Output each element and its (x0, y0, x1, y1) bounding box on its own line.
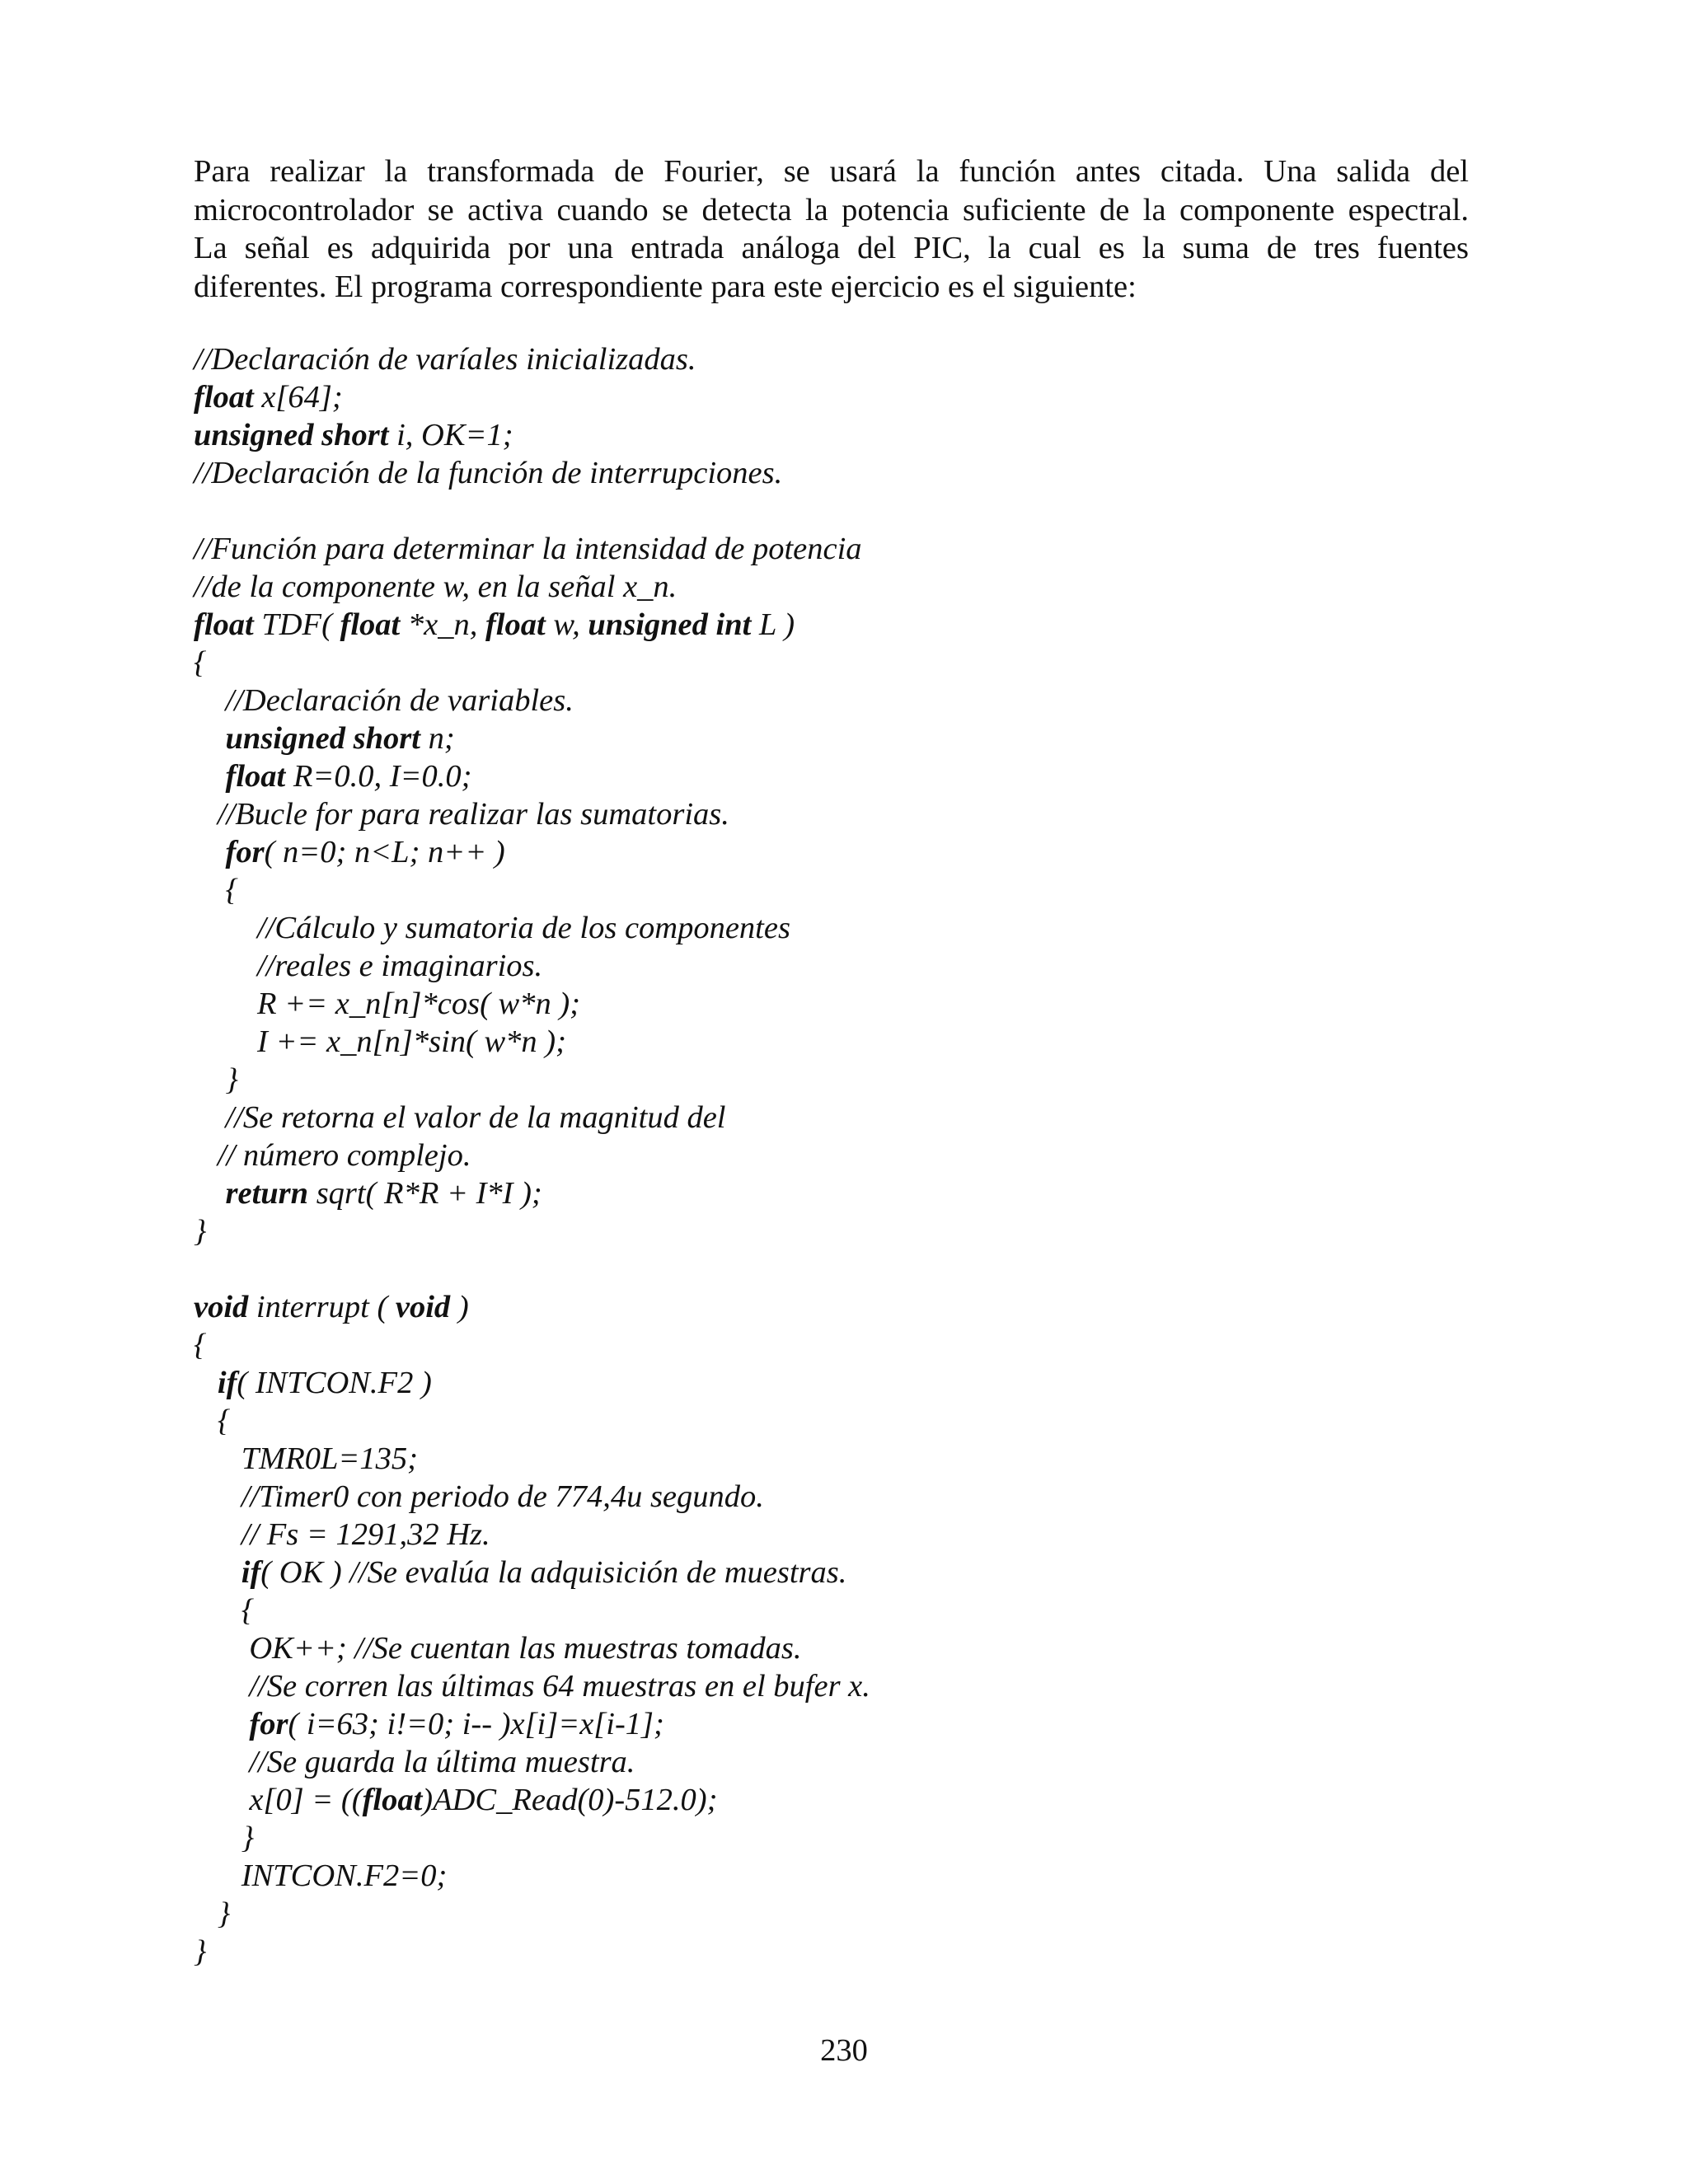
code-line (194, 947, 1479, 985)
code-text: x[0] = (( (194, 1783, 363, 1817)
code-keyword: void (395, 1290, 451, 1324)
code-text: //reales e imaginarios. (194, 949, 543, 983)
intro-line: Para realizar la transformada de Fourier, se usará la función antes citada. Una salida del (194, 154, 1469, 189)
code-text: //Timer0 con periodo de 774,4u segundo. (194, 1479, 764, 1514)
code-blank-line (194, 492, 1479, 530)
code-line (194, 1516, 1479, 1554)
code-line (194, 1705, 1479, 1743)
code-text: //Declaración de la función de interrupciones. (194, 456, 783, 490)
code-text: )ADC_Read(0)-512.0); (422, 1783, 718, 1817)
code-keyword: float (340, 607, 401, 642)
code-keyword: if (241, 1555, 261, 1590)
code-text: } (194, 1062, 238, 1097)
code-text: x[64]; (253, 380, 343, 415)
code-line (194, 1478, 1479, 1516)
code-text: TDF( (253, 607, 340, 642)
code-text: //Bucle for para realizar las sumatorias. (194, 797, 729, 832)
intro-paragraph (194, 152, 1469, 306)
code-text (194, 721, 226, 756)
code-line (194, 606, 1479, 644)
code-line (194, 530, 1479, 568)
code-text (194, 1366, 218, 1400)
code-keyword: float (194, 607, 254, 642)
code-text: I += x_n[n]*sin( w*n ); (194, 1024, 566, 1059)
code-text: // número complejo. (194, 1138, 471, 1173)
code-line (194, 1895, 1479, 1933)
code-keyword: return (225, 1176, 309, 1211)
code-text: //Función para determinar la intensidad de potencia (194, 532, 862, 566)
code-text: { (194, 873, 238, 907)
code-keyword: float (485, 607, 546, 642)
code-text: { (194, 1593, 255, 1628)
code-line (194, 1440, 1479, 1478)
code-line (194, 1857, 1479, 1895)
code-text (194, 835, 226, 869)
code-text: sqrt( R*R + I*I ); (308, 1176, 542, 1211)
code-text: OK++; //Se cuentan las muestras tomadas. (194, 1631, 802, 1666)
code-line (194, 1061, 1479, 1099)
code-text: i, OK=1; (388, 418, 513, 452)
code-text: ( INTCON.F2 ) (237, 1366, 432, 1400)
code-keyword: void (194, 1290, 249, 1324)
code-line (194, 682, 1479, 719)
code-text: ( n=0; n<L; n++ ) (264, 835, 505, 869)
code-line (194, 719, 1479, 757)
code-text: //Cálculo y sumatoria de los componentes (194, 911, 790, 945)
code-keyword: float (362, 1783, 423, 1817)
code-text: } (194, 1214, 207, 1249)
code-text: R=0.0, I=0.0; (285, 759, 472, 794)
code-line (194, 340, 1479, 378)
code-text (194, 759, 226, 794)
code-line (194, 909, 1479, 947)
code-line (194, 1591, 1479, 1629)
code-keyword: unsigned short (225, 721, 420, 756)
code-line (194, 871, 1479, 909)
code-text: INTCON.F2=0; (194, 1858, 448, 1893)
intro-line: microcontrolador se activa cuando se detecta la potencia suficiente de la componente espectral. (194, 192, 1469, 227)
code-text (194, 1555, 241, 1590)
code-text (194, 1707, 249, 1741)
code-blank-line (194, 1250, 1479, 1288)
code-text: //Se retorna el valor de la magnitud del (194, 1100, 726, 1135)
code-keyword: float (194, 380, 254, 415)
code-listing (194, 340, 1479, 1971)
code-line (194, 378, 1479, 416)
code-text: //Declaración de variables. (194, 683, 574, 718)
code-keyword: for (249, 1707, 288, 1741)
code-keyword: if (217, 1366, 237, 1400)
code-line (194, 1554, 1479, 1591)
code-line (194, 1137, 1479, 1174)
code-text: R += x_n[n]*cos( w*n ); (194, 987, 580, 1021)
code-line (194, 757, 1479, 795)
code-text: { (194, 1404, 231, 1438)
code-line (194, 454, 1479, 492)
code-line (194, 1402, 1479, 1440)
code-line (194, 568, 1479, 606)
code-line (194, 1326, 1479, 1364)
code-line (194, 1933, 1479, 1971)
code-line (194, 1099, 1479, 1137)
code-keyword: for (225, 835, 265, 869)
code-text: w, (545, 607, 588, 642)
code-keyword: float (225, 759, 286, 794)
code-text: //de la componente w, en la señal x_n. (194, 569, 678, 604)
code-line (194, 1364, 1479, 1402)
code-line (194, 1667, 1479, 1705)
code-text: L ) (751, 607, 795, 642)
code-text (194, 1176, 226, 1211)
code-line (194, 1023, 1479, 1061)
code-text: } (194, 1821, 255, 1855)
code-line (194, 644, 1479, 682)
code-text: } (194, 1934, 207, 1969)
code-text: //Declaración de varíales inicializadas. (194, 342, 696, 377)
code-line (194, 1781, 1479, 1819)
code-text: //Se guarda la última muestra. (194, 1745, 635, 1779)
code-line (194, 833, 1479, 871)
code-line (194, 795, 1479, 833)
code-text: //Se corren las últimas 64 muestras en el bufer x. (194, 1669, 870, 1704)
code-keyword: unsigned short (194, 418, 389, 452)
code-text: n; (420, 721, 455, 756)
code-text: ( i=63; i!=0; i-- )x[i]=x[i-1]; (288, 1707, 664, 1741)
code-text: *x_n, (400, 607, 485, 642)
code-line (194, 1819, 1479, 1857)
code-line (194, 416, 1479, 454)
intro-line: La señal es adquirida por una entrada análoga del PIC, la cual es la suma de tres fuentes (194, 231, 1469, 265)
code-text: ( OK ) //Se evalúa la adquisición de muestras. (260, 1555, 847, 1590)
code-line (194, 1743, 1479, 1781)
code-keyword: unsigned int (588, 607, 752, 642)
code-text: { (194, 645, 207, 680)
code-text: TMR0L=135; (194, 1441, 418, 1476)
code-text: } (194, 1896, 231, 1931)
code-text: interrupt ( (248, 1290, 396, 1324)
page-number: 230 (820, 2033, 868, 2068)
code-text: { (194, 1328, 207, 1362)
code-text: // Fs = 1291,32 Hz. (194, 1517, 490, 1552)
code-line (194, 1288, 1479, 1326)
code-text: ) (450, 1290, 469, 1324)
code-line (194, 985, 1479, 1023)
code-line (194, 1629, 1479, 1667)
code-line (194, 1212, 1479, 1250)
intro-line: diferentes. El programa correspondiente para este ejercicio es el siguiente: (194, 269, 1137, 304)
code-line (194, 1174, 1479, 1212)
